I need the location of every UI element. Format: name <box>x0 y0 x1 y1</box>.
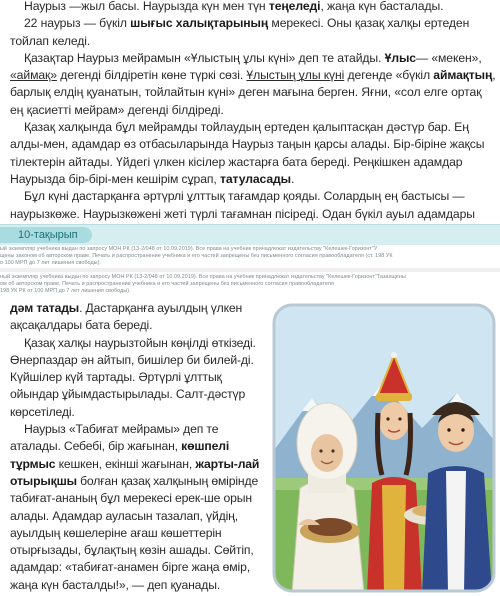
section-header-bar <box>0 224 500 245</box>
bold-term: аймақтың <box>433 68 493 83</box>
grandmother-figure <box>292 403 364 593</box>
copyright-line: ый экземпляр учебника выдан по запросу МОН РК (13-2/048 от 10.09.2019). Все права на учебник принадлежат издательству "Келешек-Горизонт"У <box>0 246 378 252</box>
bottom-text-block <box>10 300 268 594</box>
copyright-line: щены законом об авторском праве. Печать и распространение учебника и его частей запрещены без письменного согласия правообладателя (ст. 198 УК <box>0 253 393 259</box>
text-run: . Дастарқанға ауылдың үлкен ақсақалдары бата береді. <box>10 301 243 333</box>
paragraph <box>10 300 268 335</box>
paragraph <box>10 119 498 188</box>
text-run: мерекесі. Оны қазақ халқы ертеден тойлап келеді. <box>10 16 470 48</box>
text-run: Қазақ халқында бұл мейрамды тойлаудың ертеден қалыптасқан дәстүр бар. Ең алды-мен, адамдар өз отбасыларында Наурыз таңын қарсы алады. Бір-біріне жақсы тілектерін айтады. Үйдегі үлкен кісілер жастарға бата береді. Реңкішкен адамдар Наурызда бір-бірі-мен кешірім сұрап, <box>10 120 485 186</box>
copyright-line: 198 УК РК от 100 МРП до 7 лет лишения свободы). <box>0 288 131 294</box>
paragraph <box>10 188 498 223</box>
text-run: , барлық елдің қуанатын, тойлайтын күні» деген мағына берген. Яғни, «сол елге ортақ ең қасиетті мейрам» дегенді білдіреді. <box>10 68 496 117</box>
underlined-term: Ұлыстың ұлы күні <box>246 68 345 83</box>
nauryz-family-illustration <box>272 303 496 593</box>
bold-term: татуласады <box>219 171 291 186</box>
bold-term: теңеледі <box>268 0 321 13</box>
top-text-block <box>10 0 498 223</box>
text-run: дегенді білдіретін көне түркі сөзі. <box>56 68 247 83</box>
paragraph <box>10 15 498 50</box>
copyright-notice-top <box>0 246 500 267</box>
underlined-term: «аймақ» <box>10 68 57 83</box>
text-run: кешкен, екінші жағынан, <box>55 456 196 471</box>
bold-term: дәм татады <box>10 301 80 315</box>
text-run: , жаңа күн басталады. <box>320 0 444 13</box>
paragraph <box>10 421 268 594</box>
paragraph <box>10 50 498 119</box>
text-run: — «мекен», <box>415 50 482 65</box>
copyright-line: ом об авторском праве. Печать и распространение учебника и его частей запрещены без письменного согласия правообладателя <box>0 281 334 287</box>
copyright-line: ный экземпляр учебника выдан по запросу МОН РК (13-2/048 от 10.09.2019). Все права на учебник принадлежат издательству "Келешек-Горизонт"Тазахщены <box>0 274 406 280</box>
paragraph <box>10 335 268 421</box>
copyright-notice-bottom <box>0 274 500 295</box>
bold-term: жарты-лай отырықшы <box>10 456 260 488</box>
page-divider <box>0 268 500 272</box>
text-run: . <box>290 171 295 186</box>
text-run: Наурыз «Табиғат мейрамы» деп те аталады. Себебі, бір жағынан, <box>10 422 219 454</box>
text-run: болған қазақ халқының өмірінде табиғат-ананың бұл мерекесі ерек-ше орын алады. Адамдар ауласын тазалап, үйдің, ауылдың көшелеріне ағаш көшеттерін отырғызады, бұлақтың көзін ашады. Сөйтіп, адамдар: «табиғат-анамен бірге жаңа өмір, жаңа күн басталды!», — деп қуанады. <box>10 473 259 592</box>
text-run: Қазақтар Наурыз мейрамын «Ұлыстың ұлы күні» деп те атайды. <box>24 50 385 65</box>
bold-term: шығыс халықтарының <box>130 16 269 31</box>
text-run: 22 наурыз — бүкіл <box>24 16 131 31</box>
text-run: Қазақ халқы наурызтойын көңілді өткізеді. Өнерпаздар ән айтып, бишілер би билей-ді. Күйшілер күй тартады. Әртүрлі ұлттық ойындар ұйымдастырылады. Салт-дәстүр көрсетіледі. <box>10 335 256 419</box>
text-run: Наурыз —жыл басы. Наурызда күн мен түн <box>24 0 269 13</box>
paragraph <box>10 0 498 15</box>
bold-term: Ұлыс <box>384 50 416 65</box>
text-run: Бұл күні дастарқанға әртүрлі ұлттық тағамдар қояды. Солардың ең бастысы — наурызкөже. Наурызкөжені жеті түрлі тағамнан пісіреді. Одан бүкіл ауыл адамдары <box>10 189 475 221</box>
topic-label: 10-тақырып <box>0 227 92 243</box>
text-run: дегенде «бүкіл <box>344 68 434 83</box>
copyright-line: о 100 МРП до 7 лет лишения свободы). <box>0 260 101 266</box>
bold-term: көшпелі тұрмыс <box>10 439 230 471</box>
